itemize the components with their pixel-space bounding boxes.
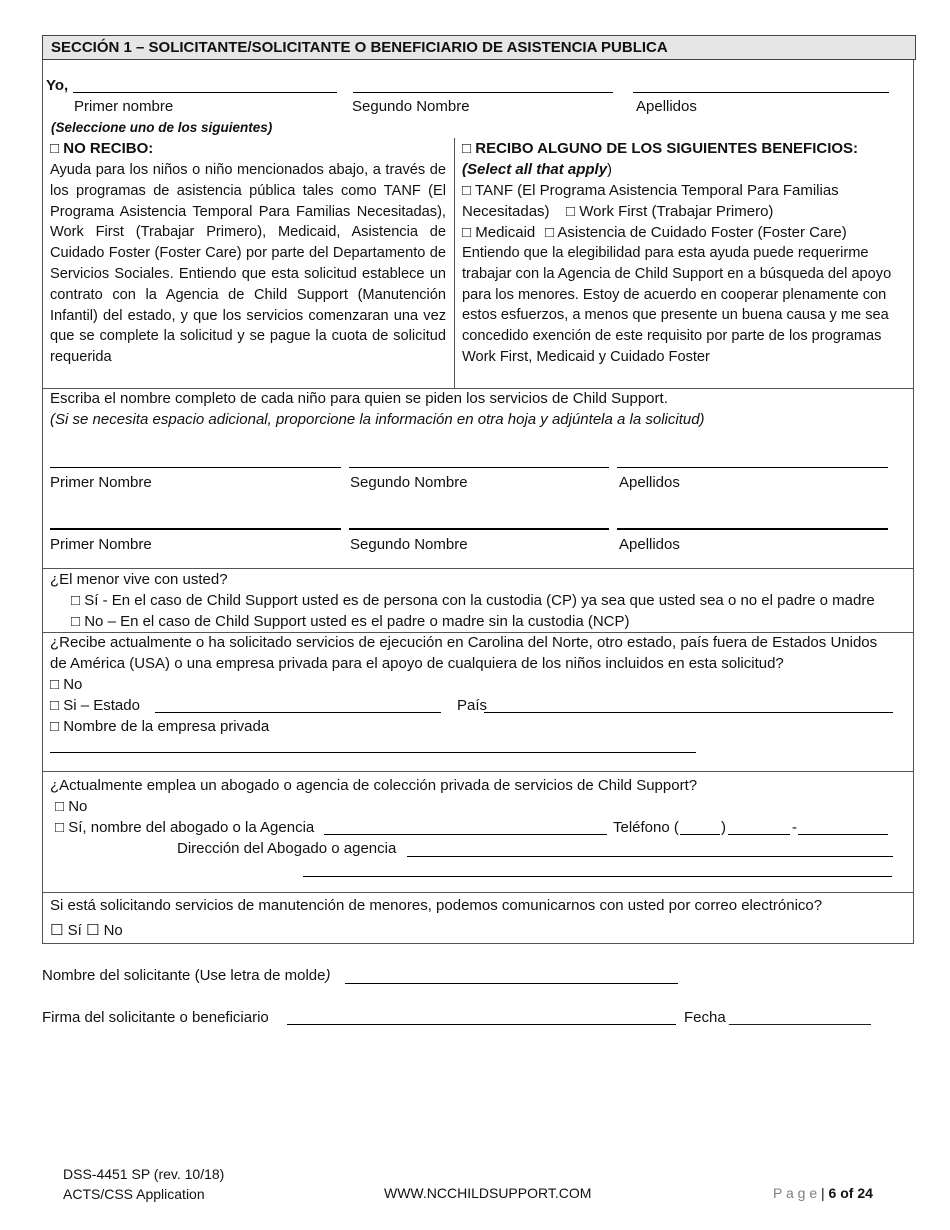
attorney-address-label: Dirección del Abogado o agencia bbox=[177, 840, 397, 857]
applicant-name-field[interactable] bbox=[345, 983, 678, 984]
benefit-column-divider bbox=[454, 138, 455, 388]
private-company-option[interactable]: □ Nombre de la empresa privada bbox=[50, 718, 270, 735]
medicaid-option[interactable]: □ Medicaid bbox=[462, 224, 536, 241]
child-1-middle-field[interactable] bbox=[349, 467, 609, 468]
country-label: País bbox=[457, 697, 488, 714]
first-name-field[interactable] bbox=[73, 92, 337, 93]
recibo-checkbox[interactable]: □ bbox=[462, 140, 472, 157]
footer-form-id: DSS-4451 SP (rev. 10/18) bbox=[63, 1166, 225, 1182]
attorney-question: ¿Actualmente emplea un abogado o agencia de colección privada de servicios de Child Support? bbox=[50, 777, 698, 794]
email-options[interactable]: ☐ Sí ☐ No bbox=[50, 922, 123, 939]
child-2-first-field[interactable] bbox=[50, 528, 341, 530]
work-first-option[interactable]: □ Work First (Trabajar Primero) bbox=[566, 203, 774, 220]
first-name-label: Primer nombre bbox=[74, 98, 174, 115]
last-name-field[interactable] bbox=[633, 92, 889, 93]
child-2-last-field[interactable] bbox=[617, 528, 888, 530]
middle-name-field[interactable] bbox=[353, 92, 613, 93]
recibo-title: RECIBO ALGUNO DE LOS SIGUIENTES BENEFICIOS: bbox=[475, 140, 859, 157]
children-instruction: Escriba el nombre completo de cada niño para quien se piden los servicios de Child Support. bbox=[50, 390, 668, 407]
lives-with-no-option[interactable]: □ No – En el caso de Child Support usted es el padre o madre sin la custodia (NCP) bbox=[71, 613, 630, 630]
phone-close: ) bbox=[721, 819, 726, 836]
divider-lives-with bbox=[42, 568, 914, 569]
section-header bbox=[42, 35, 916, 60]
phone-dash: - bbox=[792, 819, 797, 836]
child-1-first-label: Primer Nombre bbox=[50, 474, 152, 491]
child-2-first-label: Primer Nombre bbox=[50, 536, 152, 553]
phone-label: Teléfono ( bbox=[613, 819, 679, 836]
footer-page-count: 6 of 24 bbox=[828, 1185, 873, 1201]
select-one-note: (Seleccione uno de los siguientes) bbox=[51, 120, 273, 135]
enforcement-question-2: de América (USA) o una empresa privada para el apoyo de cualquiera de los niños incluidos en esta solicitud? bbox=[50, 655, 784, 672]
recibo-text: Entiendo que la elegibilidad para esta ayuda puede requerirme trabajar con la Agencia de Child Support en a búsqueda del apoyo para los menores. Estoy de acuerdo en cooperar plenamente con estos esfuerzos, a menos que presente un buena causa y me sea concedido exención de este requisito por parte de los programas Work First, Medicaid y Cuidado Foster bbox=[462, 245, 892, 365]
foster-care-option[interactable]: □ Asistencia de Cuidado Foster (Foster Care) bbox=[545, 224, 847, 241]
phone-line-field[interactable] bbox=[798, 834, 888, 835]
child-1-last-label: Apellidos bbox=[619, 474, 680, 491]
children-note: (Si se necesita espacio adicional, proporcione la información en otra hoja y adjúntela a la solicitud) bbox=[50, 411, 705, 428]
attorney-no-option[interactable]: □ No bbox=[55, 798, 88, 815]
no-recibo-text: Ayuda para los niños o niño mencionados abajo, a través de los programas de asistencia pública tales como TANF (El Programa Asistencia Temporal Para Familias Necesitadas), Work First (Trabajar Primero), Medicaid, Asistencia de Cuidado Foster (Foster Care) por parte del Departamento de Servicios Sociales. Entiendo que esta solicitud establece un contrato con la Agencia de Child Support (Manutención Infantil) del estado, y que los servicios comenzaran una vez que se complete la solicitud y se pague la cuota de solicitud requerida bbox=[50, 162, 446, 366]
date-label: Fecha bbox=[684, 1009, 726, 1026]
tanf-option[interactable]: □ TANF (El Programa Asistencia Temporal Para Familias bbox=[462, 182, 839, 199]
recibo-option[interactable] bbox=[462, 139, 858, 159]
child-1-first-field[interactable] bbox=[50, 467, 341, 468]
divider-attorney bbox=[42, 771, 914, 772]
email-question: Si está solicitando servicios de manutención de menores, podemos comunicarnos con usted por correo electrónico? bbox=[50, 897, 823, 914]
enforcement-si-option[interactable]: □ Si – Estado bbox=[50, 697, 140, 714]
no-recibo-option[interactable] bbox=[50, 139, 153, 159]
attorney-si-option[interactable]: □ Sí, nombre del abogado o la Agencia bbox=[55, 819, 315, 836]
state-field[interactable] bbox=[155, 712, 441, 713]
child-2-middle-label: Segundo Nombre bbox=[350, 536, 468, 553]
child-2-middle-field[interactable] bbox=[349, 528, 609, 530]
footer-app-name: ACTS/CSS Application bbox=[63, 1186, 205, 1202]
signature-label: Firma del solicitante o beneficiario bbox=[42, 1009, 269, 1026]
child-2-last-label: Apellidos bbox=[619, 536, 680, 553]
middle-name-label: Segundo Nombre bbox=[352, 98, 470, 115]
yo-label: Yo, bbox=[46, 77, 69, 94]
applicant-name-label-close: ) bbox=[325, 967, 331, 984]
child-1-middle-label: Segundo Nombre bbox=[350, 474, 468, 491]
select-all-text: (Select all that apply bbox=[462, 161, 608, 178]
attorney-address-field-2[interactable] bbox=[303, 876, 892, 877]
phone-area-field[interactable] bbox=[680, 834, 720, 835]
date-field[interactable]: _________________ bbox=[729, 1009, 871, 1026]
country-field[interactable] bbox=[484, 712, 893, 713]
tanf-option-cont: Necesitadas) bbox=[462, 203, 550, 220]
attorney-address-field-1[interactable] bbox=[407, 856, 893, 857]
enforcement-question-1: ¿Recibe actualmente o ha solicitado servicios de ejecución en Carolina del Norte, otro estado, país fuera de Estados Unidos bbox=[50, 634, 878, 651]
select-all-close: ) bbox=[607, 161, 613, 178]
signature-field[interactable] bbox=[287, 1024, 676, 1025]
applicant-name-label-text: Nombre del solicitante (Use letra de molde bbox=[42, 967, 326, 984]
last-name-label: Apellidos bbox=[636, 98, 697, 115]
section-title: SECCIÓN 1 – SOLICITANTE/SOLICITANTE O BENEFICIARIO DE ASISTENCIA PUBLICA bbox=[51, 39, 668, 56]
no-recibo-title: NO RECIBO: bbox=[63, 140, 154, 157]
lives-with-yes-option[interactable]: □ Sí - En el caso de Child Support usted es de persona con la custodia (CP) ya sea que usted sea o no el padre o madre bbox=[71, 592, 875, 609]
select-all-note bbox=[462, 160, 612, 180]
child-1-last-field[interactable] bbox=[617, 467, 888, 468]
phone-prefix-field[interactable] bbox=[728, 834, 790, 835]
footer-website[interactable]: WWW.NCCHILDSUPPORT.COM bbox=[384, 1185, 592, 1201]
lives-with-question: ¿El menor vive con usted? bbox=[50, 571, 228, 588]
footer-page-word: P a g e bbox=[773, 1185, 818, 1201]
footer-separator: | bbox=[821, 1185, 825, 1201]
no-recibo-checkbox[interactable]: □ bbox=[50, 140, 60, 157]
private-company-field[interactable] bbox=[50, 752, 696, 753]
attorney-name-field[interactable] bbox=[324, 834, 607, 835]
footer-page-number bbox=[773, 1183, 873, 1203]
divider-email bbox=[42, 892, 914, 893]
applicant-name-label bbox=[42, 966, 330, 986]
enforcement-no-option[interactable]: □ No bbox=[50, 676, 83, 693]
